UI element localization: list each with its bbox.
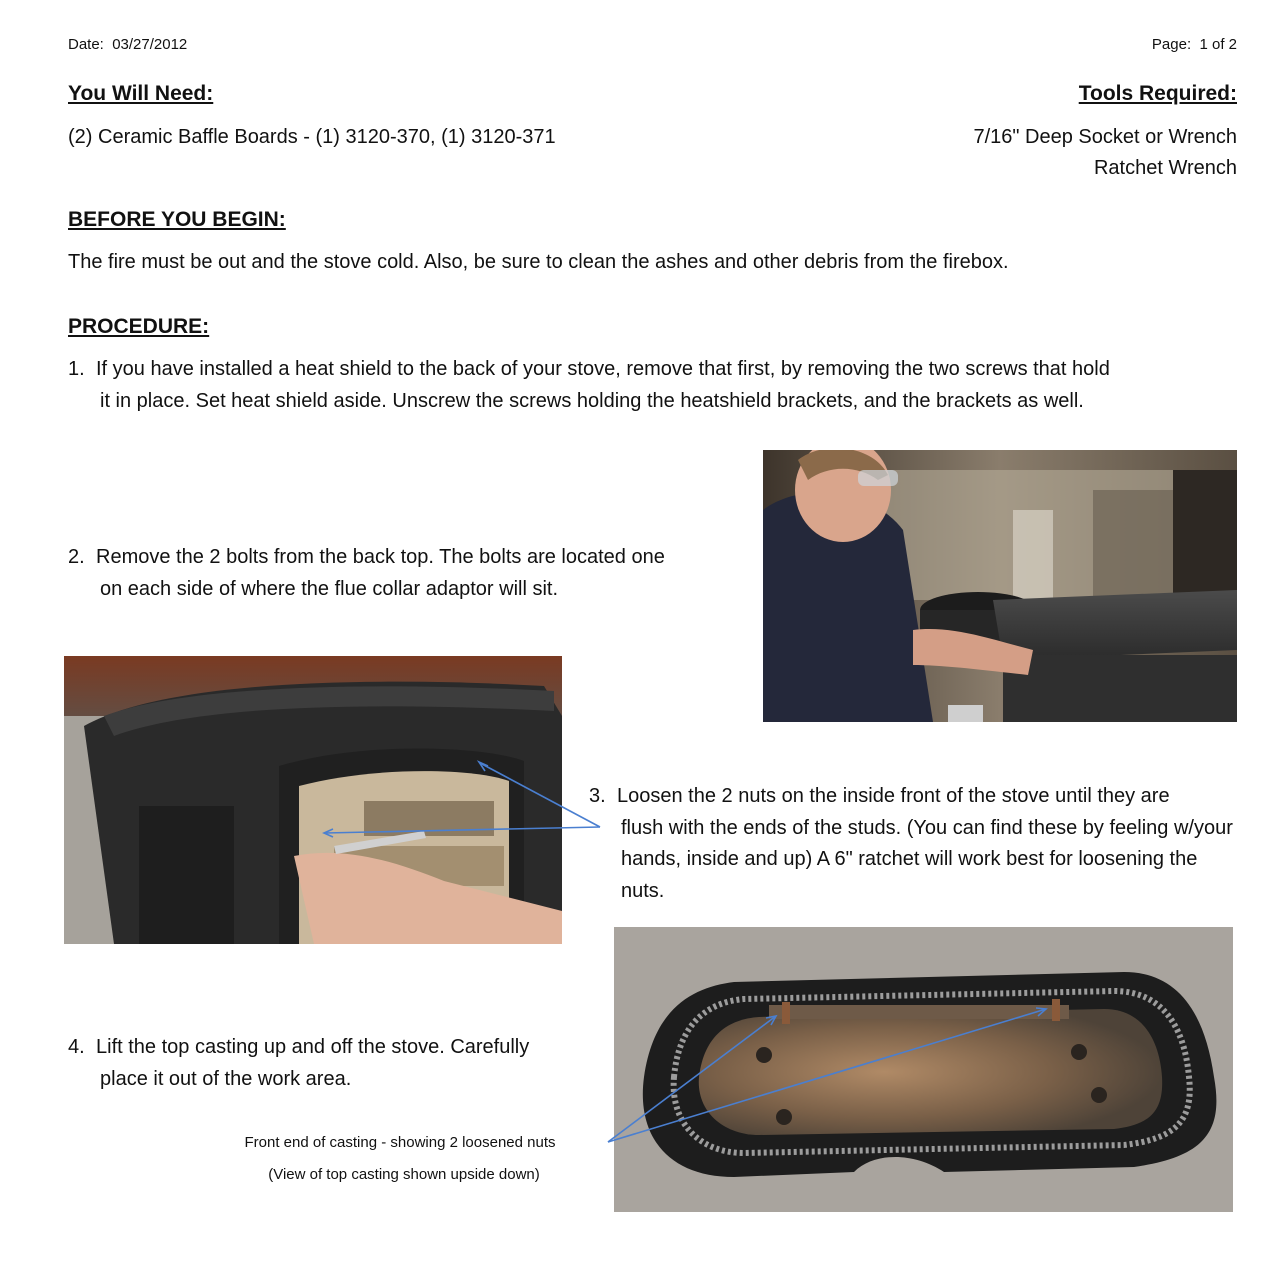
page-label: Page: xyxy=(1151,36,1192,53)
casting-caption-line2: (View of top casting shown upside down) xyxy=(268,1166,540,1183)
you-will-need-heading: You Will Need: xyxy=(68,82,214,105)
before-you-begin-text: The fire must be out and the stove cold. Also, be sure to clean the ashes and other debris from the firebox. xyxy=(68,251,1009,273)
arrow-to-right-nut xyxy=(325,827,600,833)
date-value: 03/27/2012 xyxy=(112,36,188,53)
step-text-continued: it in place. Set heat shield aside. Unscrew the screws holding the heatshield brackets, and the brackets as well. xyxy=(100,389,1084,412)
casting-caption-line1: Front end of casting - showing 2 loosened nuts xyxy=(244,1134,556,1151)
step-number: 4. xyxy=(68,1036,85,1058)
step-text-continued: flush with the ends of the studs. (You can find these by feeling w/your hands, inside and up) A 6" ratchet will work best for loosening the nuts. xyxy=(621,816,1233,902)
step-number: 3. xyxy=(589,785,606,807)
step-text-line1: Remove the 2 bolts from the back top. The bolts are located one xyxy=(96,546,665,568)
page-value: 1 of 2 xyxy=(1199,36,1237,53)
date-label: Date: xyxy=(68,36,104,53)
step-text-line1: Loosen the 2 nuts on the inside front of the stove until they are xyxy=(617,785,1170,807)
tool-item: 7/16" Deep Socket or Wrench xyxy=(973,126,1237,148)
arrow-to-casting-nut-right xyxy=(608,1009,1046,1142)
arrow-to-casting-nut-left xyxy=(608,1016,776,1142)
tools-required-heading: Tools Required: xyxy=(1078,82,1237,105)
tool-item: Ratchet Wrench xyxy=(1093,157,1237,179)
before-you-begin-heading: BEFORE YOU BEGIN: xyxy=(68,208,286,231)
you-will-need-item: (2) Ceramic Baffle Boards - (1) 3120-370, (1) 3120-371 xyxy=(68,126,556,148)
step-text-line1: Lift the top casting up and off the stove. Carefully xyxy=(96,1036,530,1058)
step-number: 1. xyxy=(68,358,85,380)
procedure-heading: PROCEDURE: xyxy=(68,315,210,338)
page-title-cropped xyxy=(520,0,820,6)
step-text-continued: place it out of the work area. xyxy=(100,1067,352,1090)
step-number: 2. xyxy=(68,546,85,568)
step-text-continued: on each side of where the flue collar adaptor will sit. xyxy=(100,577,559,600)
arrow-to-left-nut xyxy=(480,763,600,827)
step-text-line1: If you have installed a heat shield to the back of your stove, remove that first, by removing the two screws that hold xyxy=(96,358,1110,380)
